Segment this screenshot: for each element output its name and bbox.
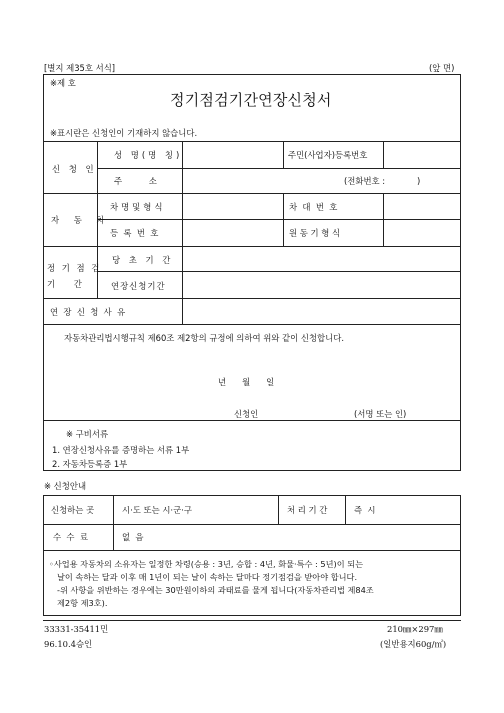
phone-label: (전화번호 : )	[344, 176, 421, 186]
applicant-signature-label: 신청인	[234, 409, 259, 419]
model-label: 차명및형식	[110, 202, 166, 212]
grid-line	[43, 550, 461, 551]
engine-type-label: 원 동 기 형 식	[289, 228, 341, 238]
paper-type: (일반용지60g/㎡)	[380, 639, 447, 649]
form-code: 33331-35411민	[44, 624, 109, 634]
paper-size: 210㎜×297㎜	[387, 624, 443, 634]
form-title: 정기점검기간연장신청서	[170, 91, 332, 109]
grid-line	[97, 168, 461, 169]
grid-line	[43, 298, 461, 299]
registration-id-label: 주민(사업자)등록번호	[288, 150, 368, 160]
office-label: 신청하는 곳	[51, 505, 95, 515]
grid-line	[283, 141, 284, 168]
required-documents-title: ※ 구비서류	[66, 429, 109, 439]
grid-line	[383, 193, 384, 246]
applicant-section-label: 신 청 인	[52, 164, 97, 174]
processing-period-value: 즉 시	[354, 505, 376, 515]
grid-line	[43, 193, 461, 194]
model-field[interactable]	[184, 195, 281, 217]
guide-note: ◦사업용 자동차의 소유자는 일정한 차령(승용 : 3년, 승합 : 4년, 화물·특수 : 5년)이 되는	[49, 559, 364, 569]
address-field[interactable]	[184, 170, 334, 191]
grid-line	[182, 141, 183, 193]
guide-note: 날이 속하는 달과 이후 매 1년이 되는 날이 속하는 달마다 정기점검을 받아야 합니다.	[57, 572, 358, 582]
registration-id-field[interactable]	[385, 143, 459, 166]
application-statement: 자동차관리법시행규칙 제60조 제2항의 규정에 의하여 위와 같이 신청합니다.	[64, 333, 344, 343]
grid-line	[113, 495, 114, 550]
grid-line	[182, 193, 183, 246]
grid-line	[278, 495, 279, 524]
page-side-label: (앞 면)	[429, 63, 455, 73]
extension-period-label: 연장신청기간	[111, 281, 166, 291]
form-note: ※표시란은 신청인이 기재하지 않습니다.	[50, 128, 198, 138]
grid-line	[43, 324, 461, 325]
chassis-number-label: 차 대 번 호	[289, 202, 338, 212]
form-number: [별지 제35호 서식]	[44, 63, 116, 73]
period-section-label: 정 기 점 검	[47, 263, 102, 273]
engine-type-field[interactable]	[385, 221, 459, 244]
grid-line	[283, 193, 284, 246]
date-line: 년 월 일	[218, 377, 275, 387]
grid-line	[43, 246, 461, 247]
grid-line	[345, 495, 346, 524]
office-value: 시·도 또는 시·군·구	[122, 505, 192, 515]
grid-line	[182, 298, 183, 324]
original-period-label: 당 초 기 간	[112, 255, 174, 265]
reason-label: 연 장 신 청 사 유	[50, 307, 126, 317]
grid-line	[182, 246, 183, 298]
extension-period-field[interactable]	[184, 273, 459, 296]
signature-note: (서명 또는 인)	[354, 409, 407, 419]
footer-rule	[43, 620, 461, 621]
processing-period-label: 처 리 기 간	[287, 505, 328, 515]
grid-line	[97, 271, 461, 272]
fee-value: 없 음	[122, 532, 144, 542]
registration-number-label: 등 록 번 호	[110, 228, 159, 238]
address-label: 주 소	[114, 176, 157, 186]
required-document-item: 2. 자동차등록증 1부	[52, 459, 128, 469]
receipt-number-label: ※제 호	[50, 78, 76, 88]
grid-line	[43, 420, 461, 421]
guide-title: ※ 신청안내	[44, 481, 87, 491]
grid-line	[383, 141, 384, 168]
guide-note: -위 사항을 위반하는 경우에는 30만원이하의 과태료를 물게 됩니다(자동차관리법 제84조	[57, 585, 374, 595]
original-period-field[interactable]	[184, 248, 459, 269]
approval-date: 96.10.4승인	[44, 639, 93, 649]
grid-line	[43, 141, 461, 142]
guide-note: 제2항 제3호).	[57, 598, 108, 608]
name-field[interactable]	[184, 143, 281, 166]
registration-number-field[interactable]	[184, 221, 281, 244]
period-section-label-2: 기 간	[47, 279, 82, 289]
vehicle-section-label: 자 동 차	[51, 215, 111, 225]
required-document-item: 1. 연장신청사유를 증명하는 서류 1부	[52, 445, 190, 455]
fee-label: 수 수 료	[53, 532, 88, 542]
grid-line	[43, 524, 461, 525]
chassis-number-field[interactable]	[385, 195, 459, 217]
grid-line	[97, 219, 461, 220]
name-label: 성 명(명 칭)	[114, 150, 183, 160]
reason-field[interactable]	[184, 300, 459, 322]
